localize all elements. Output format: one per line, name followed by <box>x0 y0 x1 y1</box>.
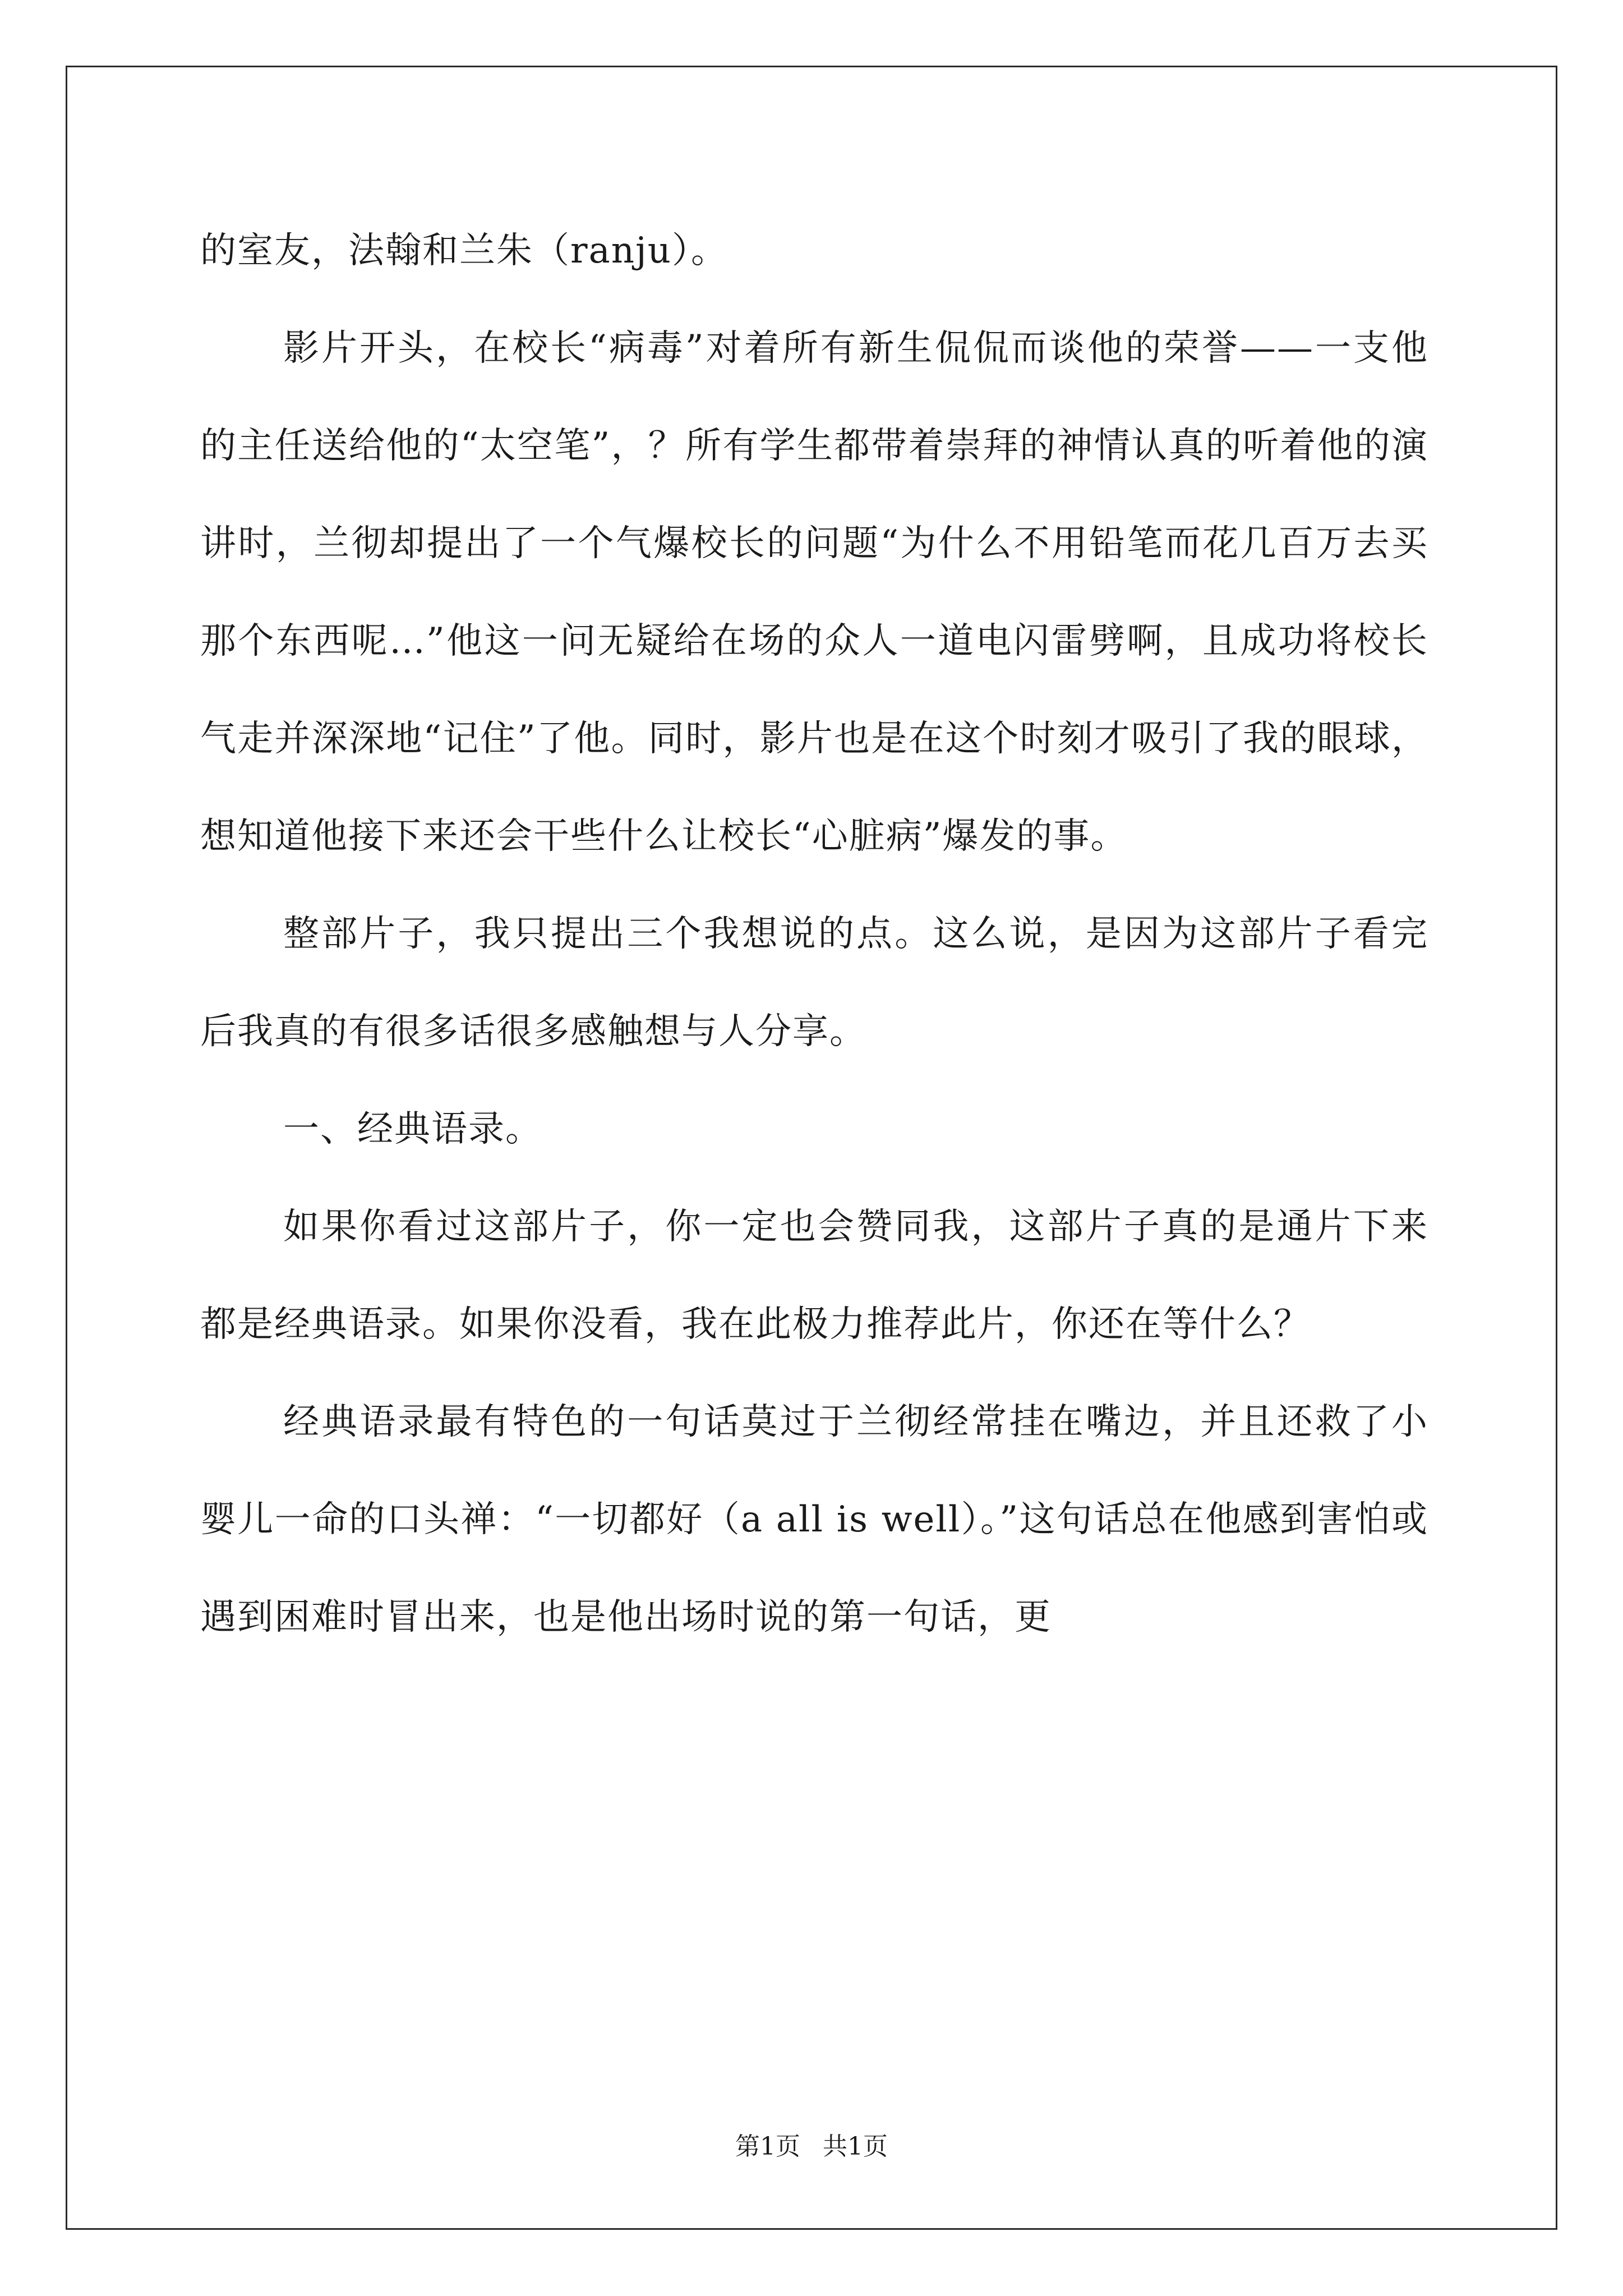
page-number: 第1页 <box>735 2132 800 2161</box>
paragraph-4: 如果你看过这部片子，你一定也会赞同我，这部片子真的是通片下来都是经典语录。如果你没看，我在此极力推荐此片，你还在等什么？ <box>200 1206 1428 1345</box>
paragraph-2: 影片开头，在校长“病毒”对着所有新生侃侃而谈他的荣誉——一支他的主任送给他的“太空笔”，？所有学生都带着崇拜的神情认真的听着他的演讲时，兰彻却提出了一个气爆校长的问题“为什么不用铅笔而花几百万去买那个东西呢…”他这一问无疑给在场的众人一道电闪雷劈啊，且成功将校长气走并深深地“记住”了他。同时，影片也是在这个时刻才吸引了我的眼球，想知道他接下来还会干些什么让校长“心脏病”爆发的事。 <box>200 328 1428 857</box>
page-total: 共1页 <box>823 2132 888 2161</box>
paragraph-3: 整部片子，我只提出三个我想说的点。这么说，是因为这部片子看完后我真的有很多话很多感触想与人分享。 <box>200 913 1428 1052</box>
paragraph-1: 的室友，法翰和兰朱（ranju）。 <box>200 230 728 272</box>
paragraph-5: 经典语录最有特色的一句话莫过于兰彻经常挂在嘴边，并且还救了小婴儿一命的口头禅：“一切都好（a all is well）。”这句话总在他感到害怕或遇到困难时冒出来，也是他出场时说的第一句话，更 <box>200 1401 1428 1638</box>
section-heading: 一、经典语录。 <box>283 1108 542 1150</box>
document-body <box>200 202 1428 1666</box>
page-footer <box>0 2130 1623 2164</box>
